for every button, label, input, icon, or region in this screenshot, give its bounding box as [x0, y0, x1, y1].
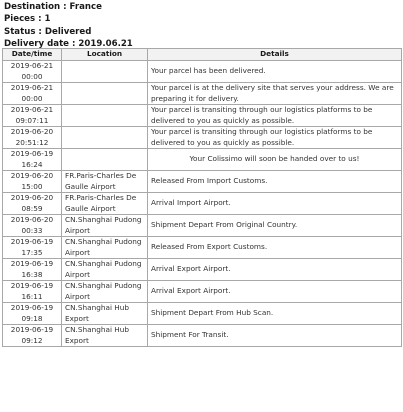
event-datetime-cell — [3, 215, 62, 237]
event-details-cell — [148, 105, 402, 127]
event-details-cell — [148, 281, 402, 303]
event-datetime-cell — [3, 61, 62, 83]
tracking-history-table — [2, 48, 402, 347]
event-date: 2019-06-21 — [10, 83, 54, 93]
event-date: 2019-06-19 — [10, 237, 54, 247]
event-date: 2019-06-19 — [10, 259, 54, 269]
destination-label: Destination : France — [4, 2, 102, 12]
event-location-cell — [62, 193, 148, 215]
table-header-row — [3, 49, 402, 61]
event-details-text: Arrival Export Airport. — [151, 264, 231, 274]
event-details-text: Your parcel is transiting through our logistics platforms to be delivered to you as quickly as possible. — [151, 105, 373, 125]
event-details-cell — [148, 61, 402, 83]
table-row — [3, 281, 402, 303]
event-date: 2019-06-19 — [10, 149, 54, 159]
table-row — [3, 127, 402, 149]
table-row — [3, 83, 402, 105]
event-location-cell — [62, 105, 148, 127]
event-location-line: Airport — [65, 291, 90, 301]
event-datetime-cell — [3, 149, 62, 171]
event-datetime-cell — [3, 127, 62, 149]
event-details-text: Released From Import Customs. — [151, 176, 268, 186]
event-details-text: Shipment Depart From Original Country. — [151, 220, 298, 230]
event-details-cell — [148, 325, 402, 347]
event-location-line: CN.Shanghai Pudong — [65, 237, 142, 247]
event-time: 08:59 — [21, 203, 43, 213]
event-date: 2019-06-21 — [10, 61, 54, 71]
event-location-line: Export — [65, 335, 89, 345]
event-details-cell — [148, 303, 402, 325]
table-row — [3, 215, 402, 237]
event-time: 00:33 — [21, 225, 43, 235]
event-details-text: Your parcel has been delivered. — [151, 66, 266, 76]
table-row — [3, 303, 402, 325]
event-date: 2019-06-20 — [10, 193, 54, 203]
delivery-date-label: Delivery date : 2019.06.21 — [4, 38, 133, 49]
table-row — [3, 237, 402, 259]
event-location-cell — [62, 61, 148, 83]
event-location-line: FR.Paris-Charles De — [65, 193, 137, 203]
event-date: 2019-06-19 — [10, 281, 54, 291]
table-row — [3, 171, 402, 193]
event-details-cell — [148, 237, 402, 259]
event-time: 16:11 — [21, 291, 43, 301]
table-row — [3, 61, 402, 83]
event-location-line: CN.Shanghai Pudong — [65, 281, 142, 291]
event-location-cell — [62, 259, 148, 281]
event-time: 20:51:12 — [15, 137, 49, 147]
event-location-cell — [62, 303, 148, 325]
event-datetime-cell — [3, 259, 62, 281]
event-location-line: Airport — [65, 269, 90, 279]
event-time: 09:18 — [21, 313, 43, 323]
event-location-cell — [62, 281, 148, 303]
shipment-summary — [0, 0, 403, 50]
event-time: 09:12 — [21, 335, 43, 345]
event-details-text: Released From Export Customs. — [151, 242, 268, 252]
event-location-line: CN.Shanghai Hub — [65, 325, 130, 335]
event-time: 00:00 — [21, 93, 43, 103]
event-time: 09:07:11 — [15, 115, 49, 125]
event-date: 2019-06-19 — [10, 325, 54, 335]
table-row — [3, 325, 402, 347]
event-details-text: Your parcel is transiting through our logistics platforms to be delivered to you as quickly as possible. — [151, 127, 373, 147]
table-row — [3, 193, 402, 215]
event-datetime-cell — [3, 303, 62, 325]
event-details-cell — [148, 149, 402, 171]
event-datetime-cell — [3, 237, 62, 259]
event-details-text: Shipment Depart From Hub Scan. — [151, 308, 274, 318]
event-datetime-cell — [3, 193, 62, 215]
event-location-line: FR.Paris-Charles De — [65, 171, 137, 181]
column-header-datetime: Date/time — [3, 49, 62, 61]
event-date: 2019-06-19 — [10, 303, 54, 313]
event-location-line: Gaulle Airport — [65, 203, 116, 213]
event-location-cell — [62, 149, 148, 171]
event-location-line: Export — [65, 313, 89, 323]
event-time: 17:35 — [21, 247, 43, 257]
event-location-cell — [62, 127, 148, 149]
pieces-label: Pieces : 1 — [4, 14, 51, 25]
event-location-cell — [62, 325, 148, 347]
table-row — [3, 259, 402, 281]
column-header-details: Details — [148, 49, 402, 61]
event-date: 2019-06-20 — [10, 215, 54, 225]
event-datetime-cell — [3, 105, 62, 127]
event-location-line: Gaulle Airport — [65, 181, 116, 191]
event-datetime-cell — [3, 281, 62, 303]
event-location-line: CN.Shanghai Hub — [65, 303, 130, 313]
event-details-cell — [148, 215, 402, 237]
event-location-cell — [62, 237, 148, 259]
event-time: 15:00 — [21, 181, 43, 191]
event-location-cell — [62, 215, 148, 237]
event-location-line: Airport — [65, 247, 90, 257]
event-location-line: CN.Shanghai Pudong — [65, 259, 142, 269]
event-details-text: Arrival Import Airport. — [151, 198, 231, 208]
event-date: 2019-06-21 — [10, 105, 54, 115]
event-details-text: Arrival Export Airport. — [151, 286, 231, 296]
event-details-cell — [148, 83, 402, 105]
event-details-cell — [148, 127, 402, 149]
event-details-cell — [148, 171, 402, 193]
event-datetime-cell — [3, 171, 62, 193]
event-time: 16:24 — [21, 159, 43, 169]
status-label: Status : Delivered — [4, 26, 92, 37]
event-details-text: Your Colissimo will soon be handed over to us! — [189, 154, 360, 164]
tracking-events — [3, 61, 402, 347]
event-date: 2019-06-20 — [10, 127, 54, 137]
event-location-line: Airport — [65, 225, 90, 235]
column-header-location: Location — [62, 49, 148, 61]
event-details-text: Shipment For Transit. — [151, 330, 229, 340]
event-time: 00:00 — [21, 71, 43, 81]
table-row — [3, 149, 402, 171]
event-date: 2019-06-20 — [10, 171, 54, 181]
event-details-text: Your parcel is at the delivery site that serves your address. We are preparing it for delivery. — [151, 83, 394, 103]
table-row — [3, 105, 402, 127]
event-location-cell — [62, 83, 148, 105]
event-details-cell — [148, 259, 402, 281]
event-time: 16:38 — [21, 269, 43, 279]
event-datetime-cell — [3, 83, 62, 105]
event-location-cell — [62, 171, 148, 193]
event-details-cell — [148, 193, 402, 215]
event-datetime-cell — [3, 325, 62, 347]
event-location-line: CN.Shanghai Pudong — [65, 215, 142, 225]
